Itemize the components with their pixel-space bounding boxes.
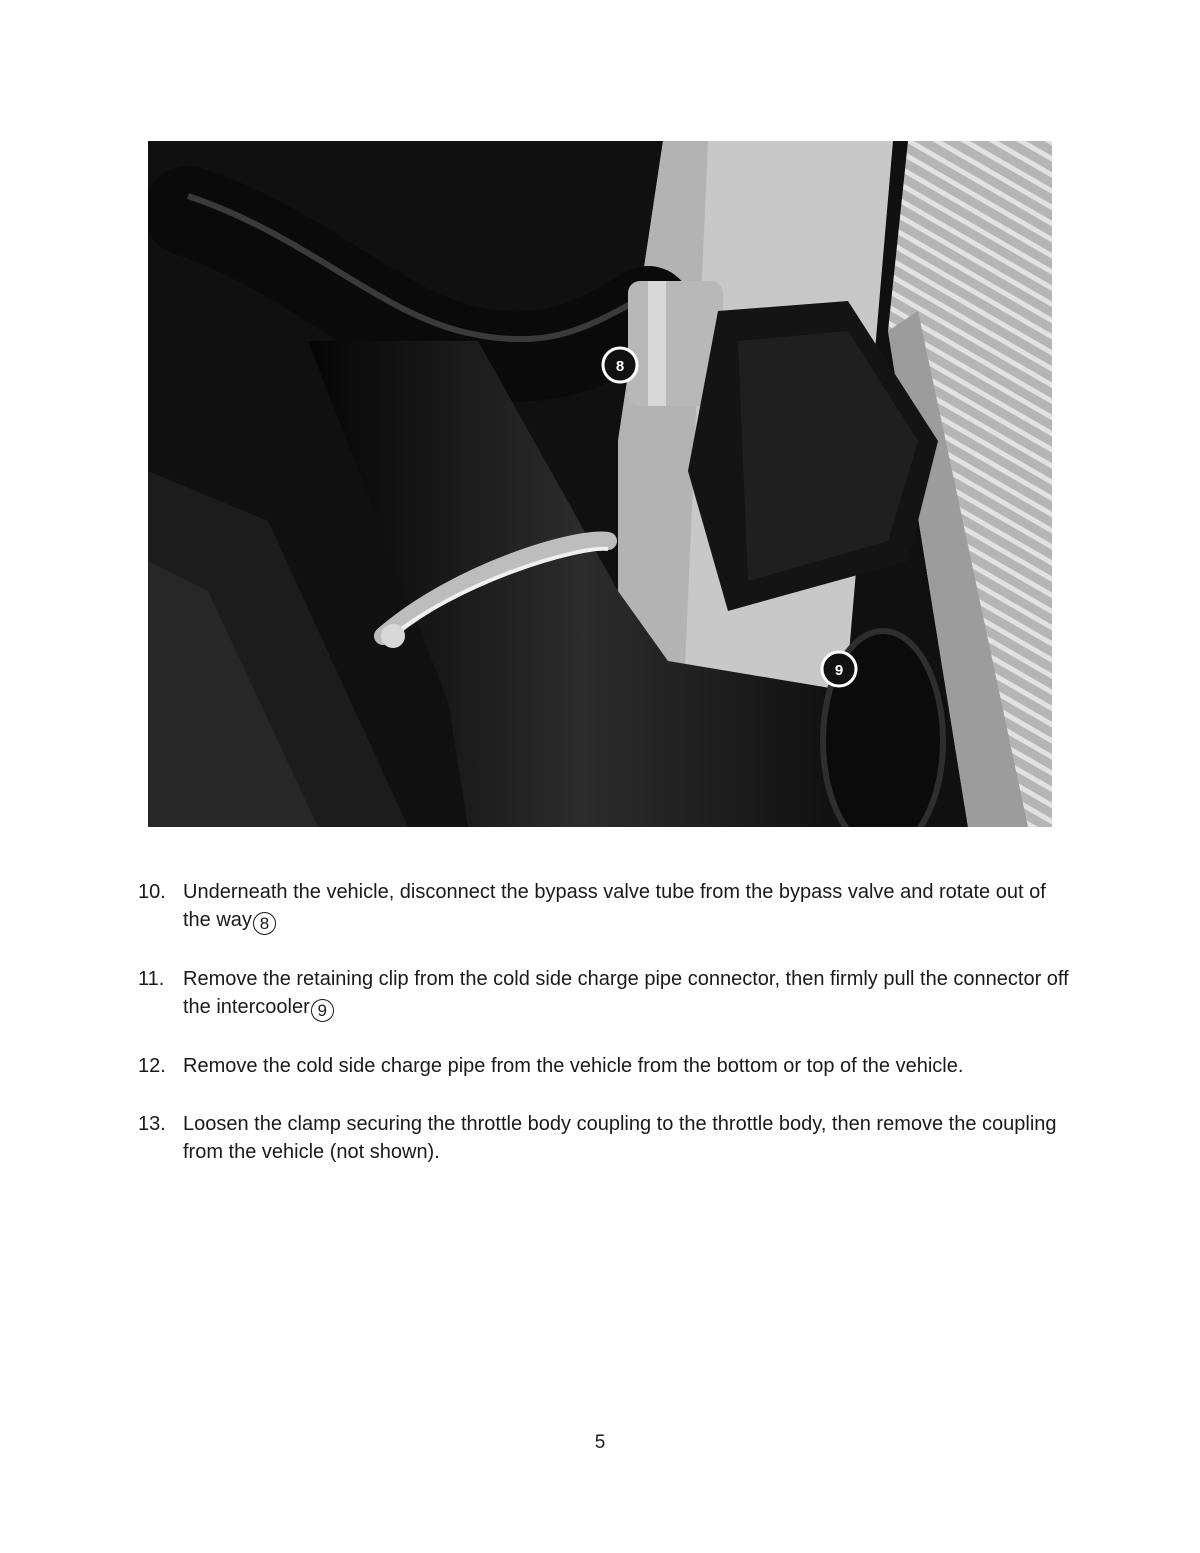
- step-text: Remove the cold side charge pipe from the vehicle from the bottom or top of the vehicle.: [183, 1055, 964, 1077]
- step-number: 12.: [138, 1055, 166, 1077]
- step-number: 13.: [138, 1113, 166, 1135]
- callout-9-reference: 9: [311, 999, 334, 1022]
- callout-8-reference: 8: [253, 912, 276, 935]
- step-text: Remove the retaining clip from the cold side charge pipe connector, then firmly pull the connector off the intercooler: [183, 968, 1069, 1018]
- instruction-steps: [138, 878, 1078, 1166]
- step-text: Underneath the vehicle, disconnect the bypass valve tube from the bypass valve and rotate out of the way: [183, 881, 1046, 931]
- step-number: 10.: [138, 881, 166, 903]
- step-text: Loosen the clamp securing the throttle body coupling to the throttle body, then remove the coupling from the vehicle (not shown).: [183, 1113, 1057, 1163]
- step-12: [138, 1052, 1078, 1080]
- step-number: 11.: [138, 968, 165, 990]
- callout-8-marker: [603, 348, 637, 382]
- callout-8-label: 8: [615, 358, 625, 375]
- callout-9-label: 9: [834, 662, 844, 679]
- page-number: 5: [594, 1432, 606, 1453]
- step-11: [138, 965, 1078, 1022]
- step-13: [138, 1110, 1078, 1166]
- engine-bay-illustration: [148, 141, 1052, 827]
- step-10: [138, 878, 1078, 935]
- callout-9-marker: [822, 652, 856, 686]
- engine-bay-photo: [148, 141, 1052, 827]
